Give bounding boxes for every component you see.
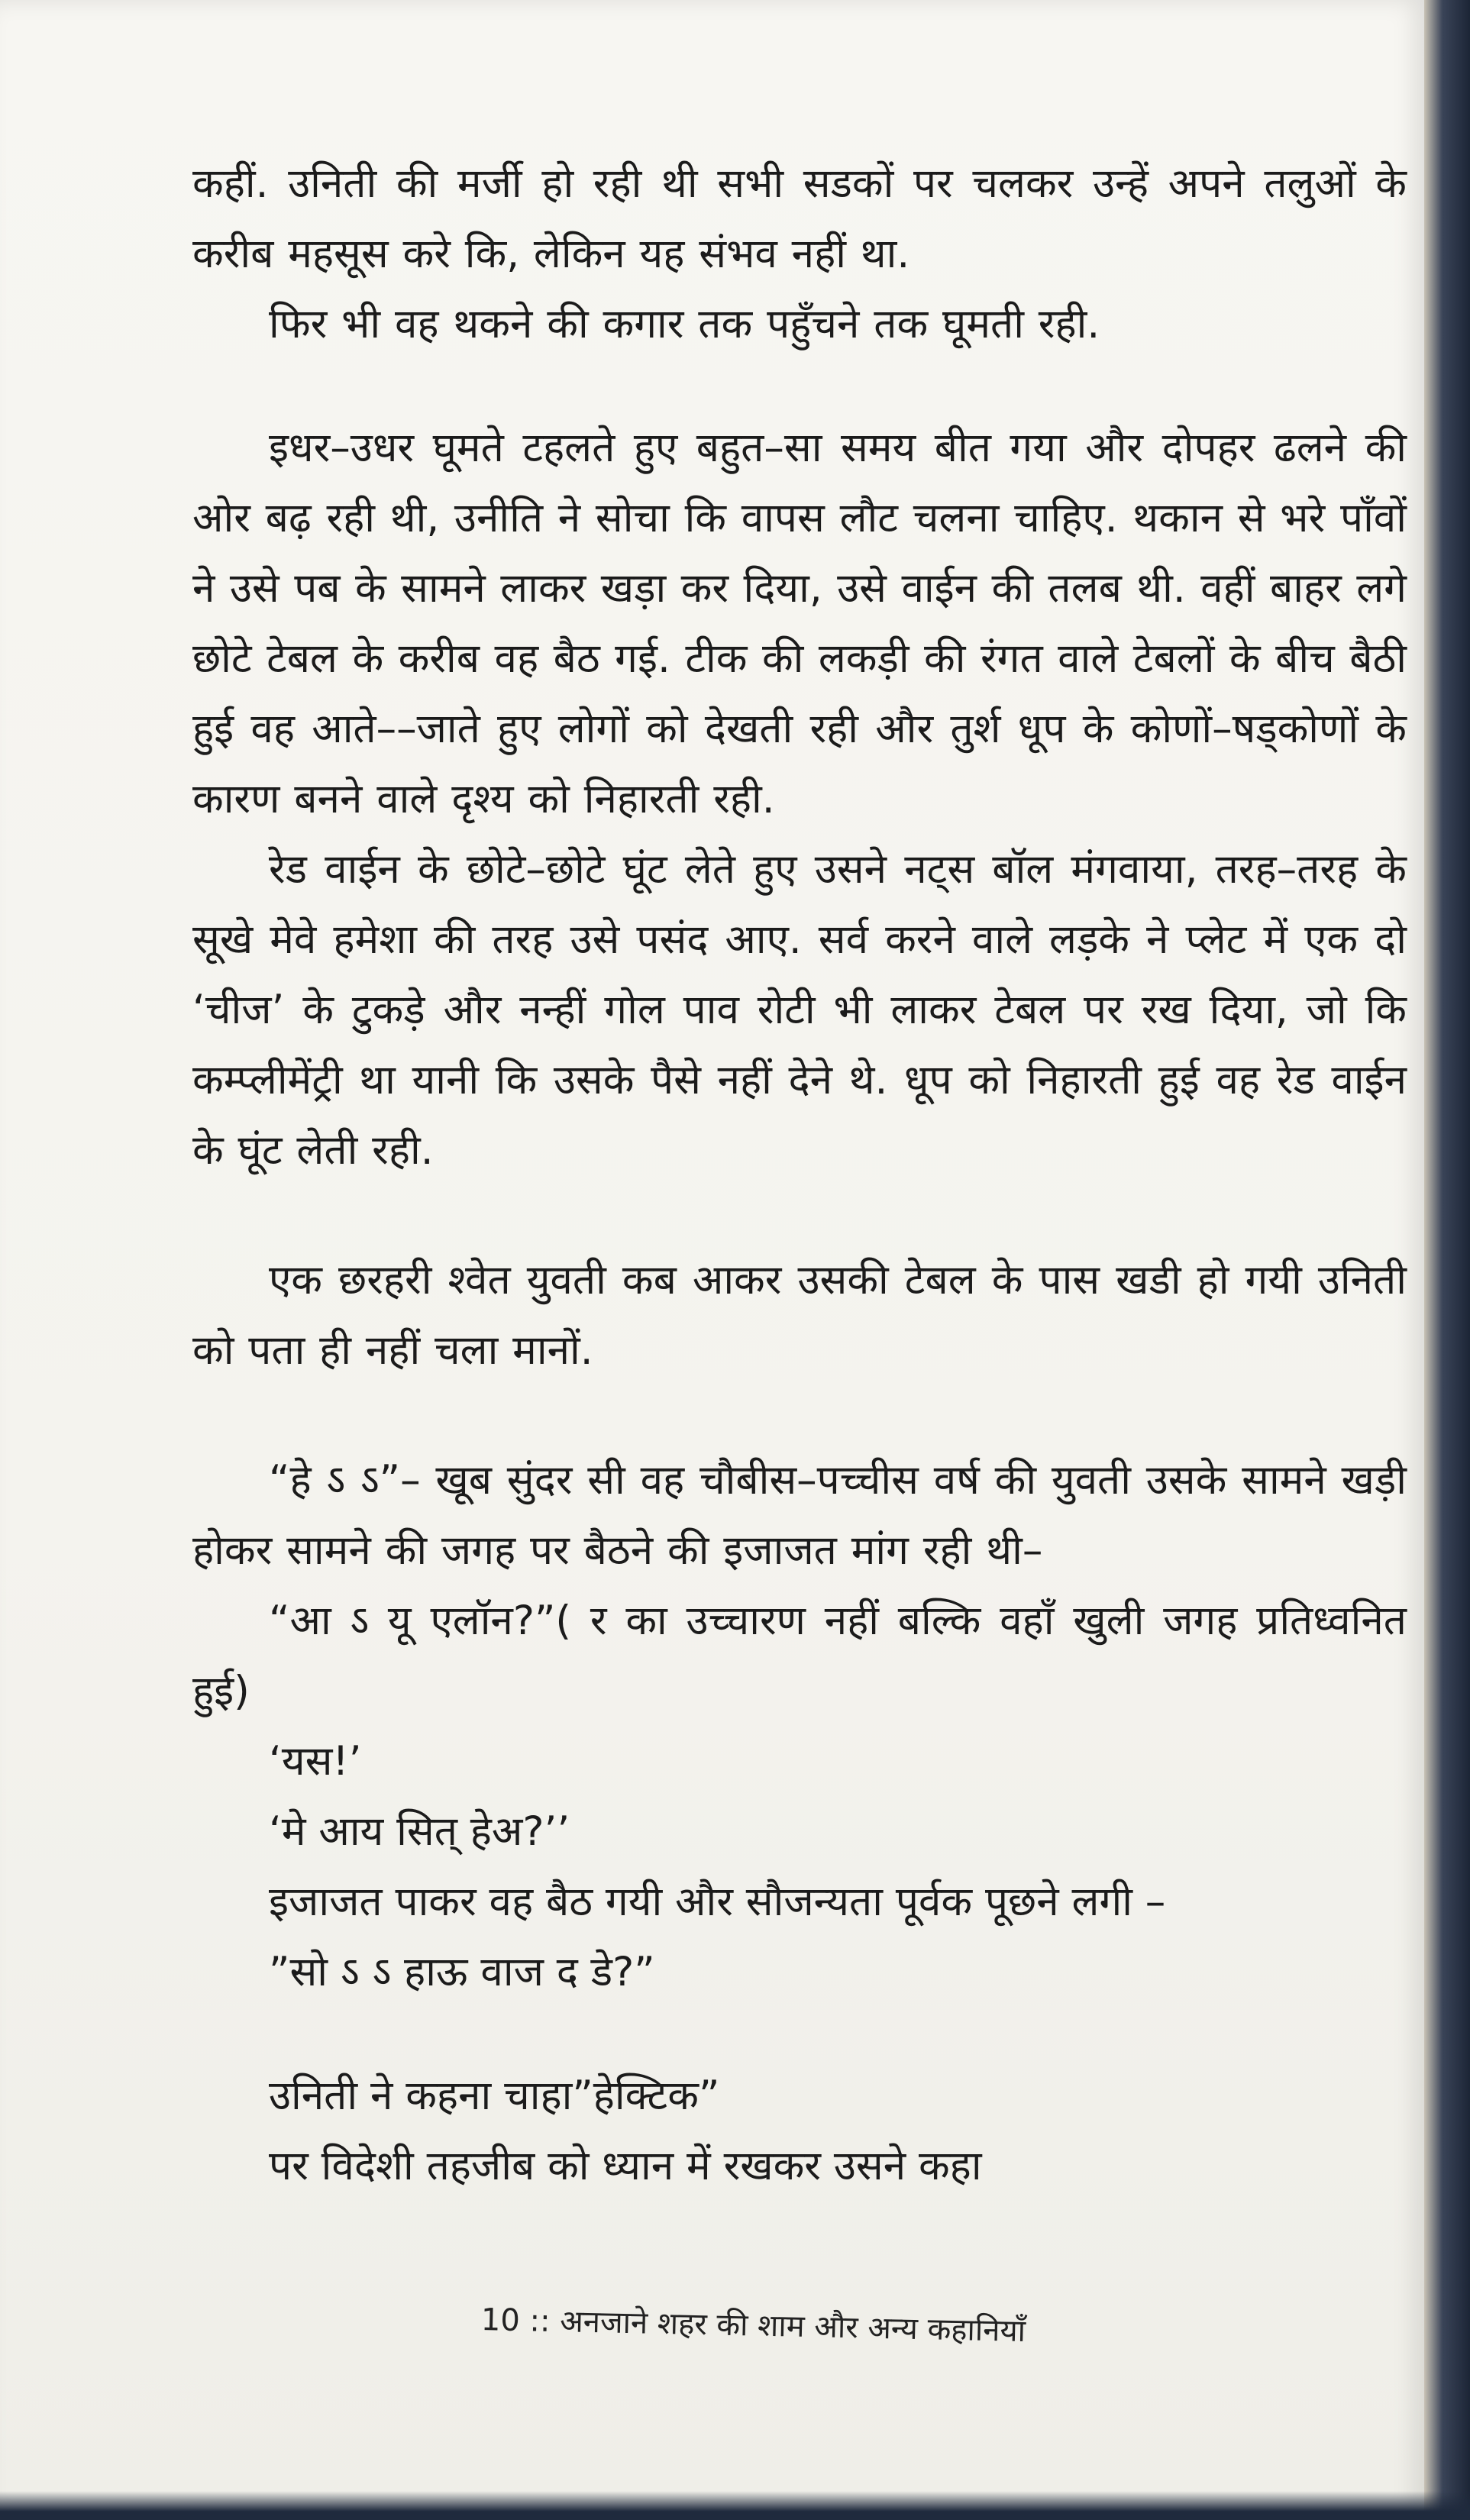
paragraph-6: “हे ऽ ऽ”– खूब सुंदर सी वह चौबीस–पच्चीस वर्ष की युवती उसके सामने खड़ी होकर सामने की जगह पर बैठने की इजाजत मांग रही थी– <box>192 1457 1407 1574</box>
paragraph-3: इधर–उधर घूमते टहलते हुए बहुत–सा समय बीत गया और दोपहर ढलने की ओर बढ़ रही थी, उनीति ने सोचा कि वापस लौट चलना चाहिए. थकान से भरे पाँवों ने उसे पब के सामने लाकर खड़ा कर दिया, उसे वाईन की तलब थी. वहीं बाहर लगे छोटे टेबल के करीब वह बैठ गई. टीक की लकड़ी की रंगत वाले टेबलों के बीच बैठी हुई वह आते––जाते हुए लोगों को देखती रही और तुर्श धूप के कोणों–षड्कोणों के कारण बनने वाले दृश्य को निहारती रही. <box>192 425 1407 822</box>
page-body <box>192 149 1407 2202</box>
paragraph-gap <box>192 2008 1407 2061</box>
book-title: अनजाने शहर की शाम और अन्य कहानियाँ <box>559 2304 1026 2349</box>
dialogue-line-3: इजाजत पाकर वह बैठ गयी और सौजन्यता पूर्वक पूछने लगी – <box>269 1879 1166 1925</box>
paragraph-5: एक छरहरी श्वेत युवती कब आकर उसकी टेबल के पास खडी हो गयी उनिती को पता ही नहीं चला मानों. <box>192 1257 1407 1374</box>
paragraph-gap <box>192 360 1407 413</box>
page-footer <box>480 2297 1321 2357</box>
dialogue-line-1: ‘यस!’ <box>269 1738 362 1785</box>
background-edge <box>0 2491 1470 2520</box>
dialogue-line-4: ”सो ऽ ऽ हाऊ वाज द डे?” <box>269 1949 655 1995</box>
page-number: 10 <box>480 2302 521 2339</box>
dialogue-line-5: उनिती ने कहना चाहा”हेक्टिक” <box>269 2073 720 2119</box>
dialogue-line-2: ‘मे आय सित् हेअ?’’ <box>269 1808 570 1855</box>
paragraph-4: रेड वाईन के छोटे–छोटे घूंट लेते हुए उसने नट्स बॉल मंगवाया, तरह–तरह के सूखे मेवे हमेशा की तरह उसे पसंद आए. सर्व करने वाले लड़के ने प्लेट में एक दो ‘चीज’ के टुकड़े और नन्हीं गोल पाव रोटी भी लाकर टेबल पर रख दिया, जो कि कम्प्लीमेंट्री था यानी कि उसके पैसे नहीं देने थे. धूप को निहारती हुई वह रेड वाईन के घूंट लेती रही. <box>192 846 1407 1174</box>
book-spine-edge <box>1424 0 1470 2520</box>
footer-separator: :: <box>529 2303 551 2339</box>
paragraph-2: फिर भी वह थकने की कगार तक पहुँचने तक घूमती रही. <box>269 301 1100 347</box>
dialogue-line-6: पर विदेशी तहजीब को ध्यान में रखकर उसने कहा <box>269 2143 982 2189</box>
paragraph-gap <box>192 1186 1407 1245</box>
paragraph-gap <box>192 1386 1407 1446</box>
paragraph-1: कहीं. उनिती की मर्जी हो रही थी सभी सडकों पर चलकर उन्हें अपने तलुओं के करीब महसूस करे कि, लेकिन यह संभव नहीं था. <box>192 160 1407 277</box>
paragraph-7: “आ ऽ यू एलॉन?”( र का उच्चारण नहीं बल्कि वहाँ खुली जगह प्रतिध्वनित हुई) <box>192 1598 1407 1714</box>
